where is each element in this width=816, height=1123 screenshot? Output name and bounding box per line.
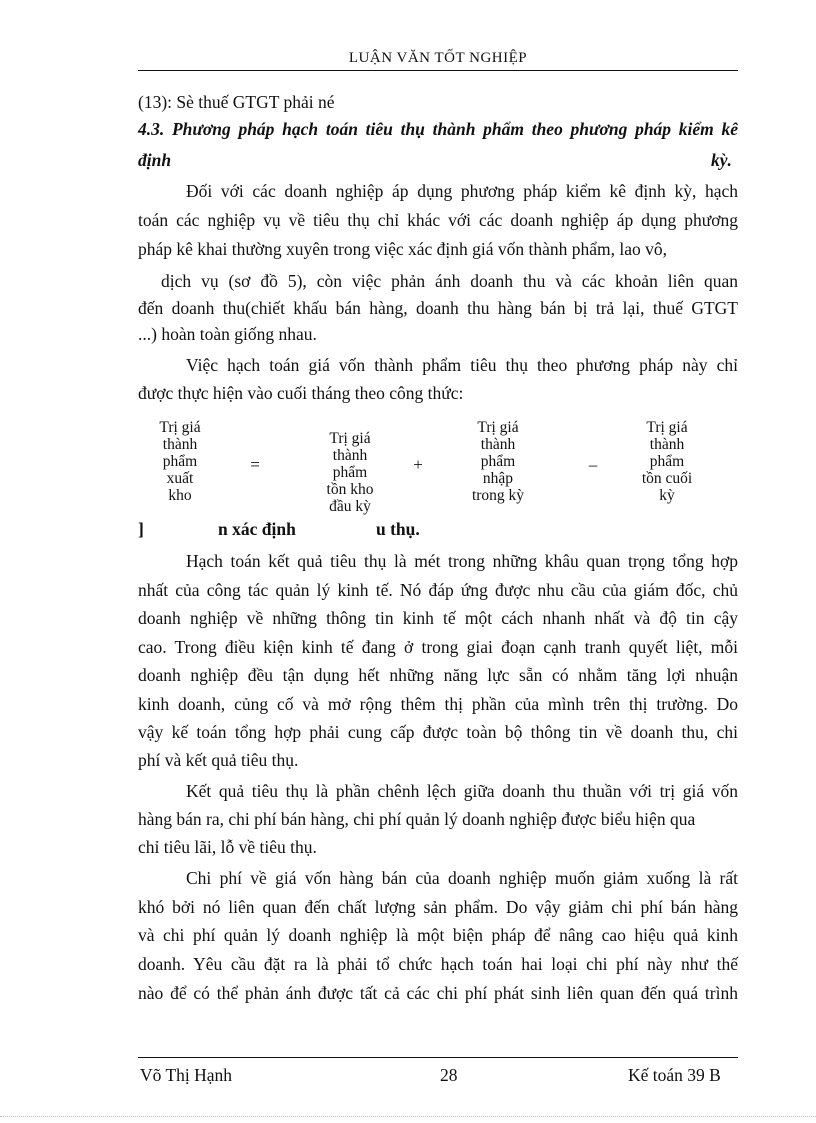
p4-line-3: chỉ tiêu lãi, lỗ về tiêu thụ.: [138, 837, 317, 857]
p5-line-2: khó bởi nó liên quan đến chất lượng sản phẩm. Do vậy giảm chi phí bán hàng: [138, 897, 738, 917]
section-heading-line1: 4.3. Phương pháp hạch toán tiêu thụ thành phẩm theo phương pháp kiểm kê: [138, 119, 738, 139]
p3-line-5: doanh nghiệp đều tận dụng hết những năng lực sẵn có nhằm tăng lợi nhuận: [138, 665, 738, 685]
header-rule: [138, 70, 738, 71]
p3-line-8: phí và kết quả tiêu thụ.: [138, 750, 299, 770]
p1-line-2: toán các nghiệp vụ về tiêu thụ chỉ khác với các doanh nghiệp áp dụng phương: [138, 210, 738, 230]
footer-author: Võ Thị Hạnh: [140, 1065, 233, 1085]
footer-page-number: 28: [440, 1065, 458, 1085]
p3-line-1: Hạch toán kết quả tiêu thụ là mét trong những khâu quan trọng tổng hợp: [186, 551, 738, 571]
p3-line-2: nhất của công tác quản lý kinh tế. Nó đáp ứng được nhu cầu của giám đốc, chủ: [138, 580, 738, 600]
p3-line-7: vậy kế toán tổng hợp phải cung cấp được toàn bộ thông tin về doanh thu, chi: [138, 722, 738, 742]
p1-line-1: Đối với các doanh nghiệp áp dụng phương pháp kiểm kê định kỳ, hạch: [186, 181, 738, 201]
formula-term-1: Trị giá thành phẩm xuất kho: [159, 419, 201, 504]
p5-line-3: và chi phí quản lý doanh nghiệp là một biện pháp để nâng cao hiệu quả kinh: [138, 925, 738, 945]
p3-line-6: kinh doanh, củng cố và mở rộng thêm thị phần của mình trên thị trường. Do: [138, 694, 738, 714]
p4-line-2: hàng bán ra, chi phí bán hàng, chi phí quản lý doanh nghiệp được biểu hiện qua: [138, 809, 696, 829]
p5-line-4: doanh. Yêu cầu đặt ra là phải tổ chức hạch toán hai loại chi phí này như thế: [138, 954, 738, 974]
p2-line-1: Việc hạch toán giá vốn thành phẩm tiêu thụ theo phương pháp này chỉ: [186, 355, 738, 375]
p5-line-5: nào để có thể phản ánh được tất cả các chi phí phát sinh liên quan đến quá trình: [138, 983, 738, 1003]
p5-line-1: Chi phí về giá vốn hàng bán của doanh nghiệp muốn giảm xuống là rất: [186, 868, 738, 888]
running-header: LUẬN VĂN TỐT NGHIỆP: [348, 50, 528, 66]
formula-term-3: Trị giá thành phẩm nhập trong kỳ: [471, 419, 525, 504]
note-13: (13): Sè thuế GTGT phải né: [138, 92, 335, 112]
section-heading-line2-right: kỳ.: [711, 150, 732, 170]
footer-rule: [138, 1057, 738, 1058]
page-edge-divider: [0, 1116, 816, 1117]
p1-line-6: ...) hoàn toàn giống nhau.: [138, 324, 317, 344]
section-heading-line2-left: định: [138, 150, 172, 170]
p2-line-2: được thực hiện vào cuối tháng theo công thức:: [138, 383, 464, 403]
partial-heading-fragment-b: n xác định: [218, 519, 296, 539]
p1-line-4: dịch vụ (sơ đồ 5), còn việc phản ánh doanh thu và các khoản liên quan: [161, 271, 738, 291]
formula-term-2: Trị giá thành phẩm tồn kho đầu kỳ: [326, 430, 374, 515]
p1-line-5: đến doanh thu(chiết khấu bán hàng, doanh thu hàng bán bị trả lại, thuế GTGT: [138, 298, 738, 318]
formula-equals: =: [250, 455, 260, 474]
footer-class: Kế toán 39 B: [628, 1065, 721, 1085]
formula-term-4: Trị giá thành phẩm tồn cuối kỳ: [641, 419, 693, 504]
p4-line-1: Kết quả tiêu thụ là phần chênh lệch giữa doanh thu thuần với trị giá vốn: [186, 781, 738, 801]
partial-heading-fragment-c: u thụ.: [376, 519, 420, 539]
formula-minus: –: [588, 455, 598, 474]
p1-line-3: pháp kê khai thường xuyên trong việc xác định giá vốn thành phẩm, lao vô,: [138, 239, 668, 259]
partial-heading-fragment-a: ]: [138, 519, 144, 539]
p3-line-3: doanh nghiệp về những thông tin kinh tế một cách nhanh nhất và độ tin cậy: [138, 608, 738, 628]
formula-plus: +: [413, 455, 423, 474]
p3-line-4: cao. Trong điều kiện kinh tế đang ở trong giai đoạn cạnh tranh quyết liệt, mỗi: [138, 637, 738, 657]
